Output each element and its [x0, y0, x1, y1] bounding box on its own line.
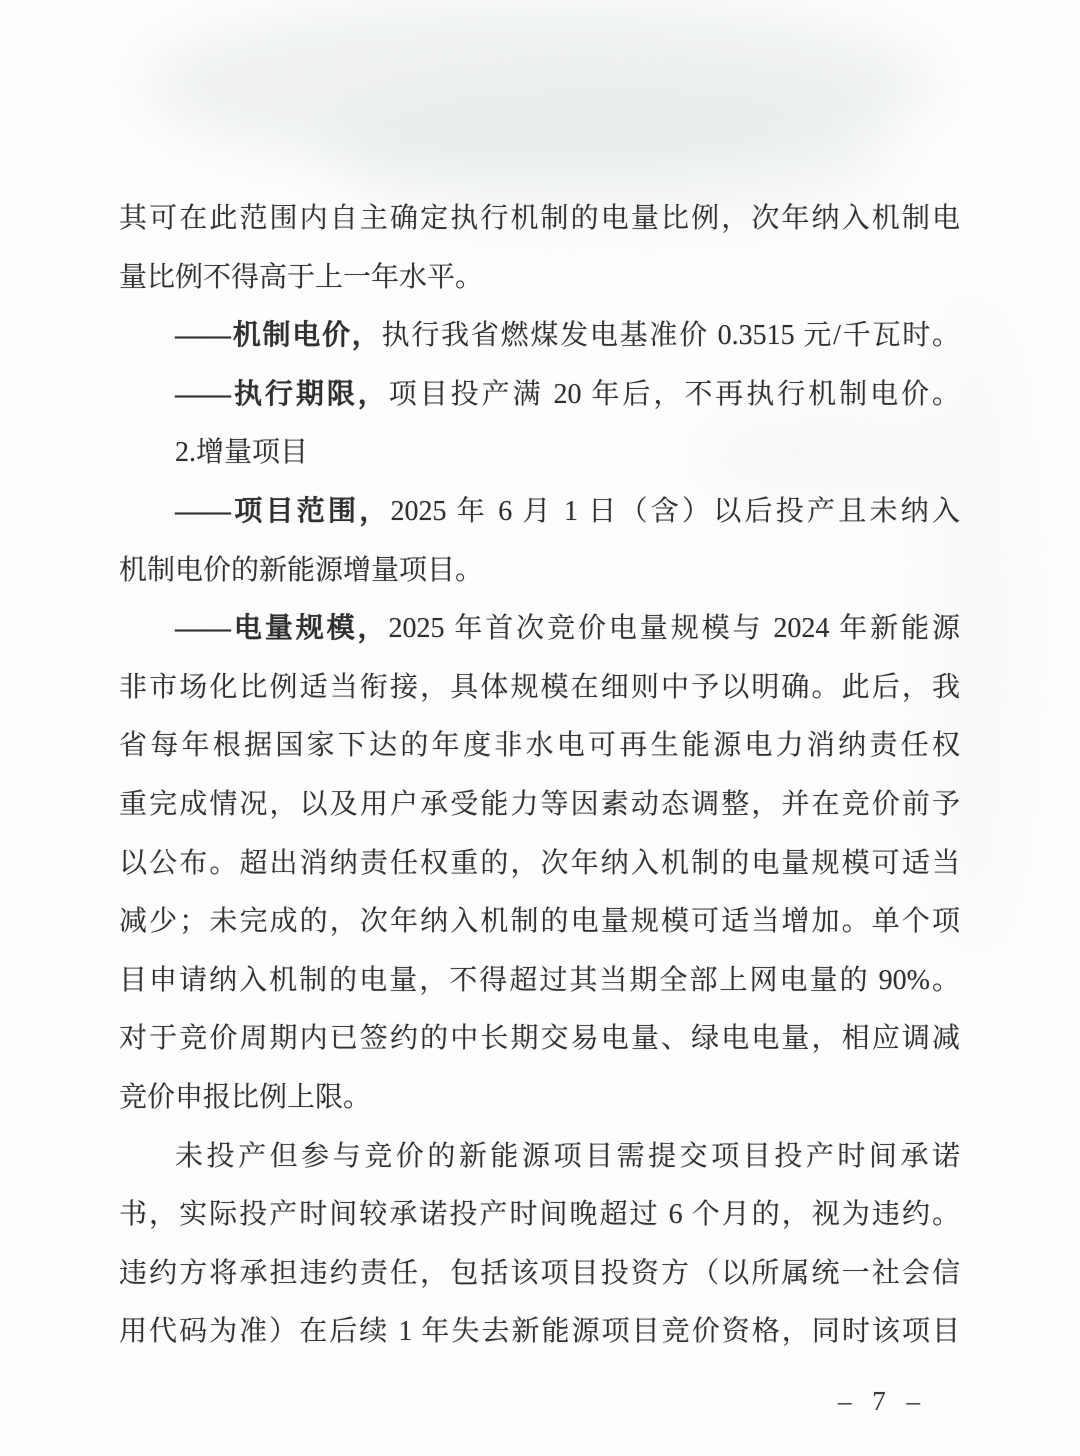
text-line	[119, 307, 960, 366]
text-line	[119, 542, 960, 601]
text-line	[119, 893, 960, 952]
line-text: 以公布。超出消纳责任权重的，次年纳入机制的电量规模可适当	[119, 847, 960, 879]
line-text: 用代码为准）在后续 1 年失去新能源项目竞价资格，同时该项目	[119, 1316, 960, 1348]
line-text: 2025 年首次竞价电量规模与 2024 年新能源	[388, 613, 960, 645]
text-line	[119, 366, 960, 425]
line-text: 其可在此范围内自主确定执行机制的电量比例，次年纳入机制电	[119, 203, 960, 234]
emphasis-term: ——项目范围，	[175, 495, 391, 527]
line-text: 重完成情况，以及用户承受能力等因素动态调整，并在竞价前予	[119, 788, 960, 820]
line-text: 未投产但参与竞价的新能源项目需提交项目投产时间承诺	[175, 1140, 960, 1172]
text-line	[119, 1128, 960, 1187]
line-text: 非市场化比例适当衔接，具体规模在细则中予以明确。此后，我	[119, 671, 960, 703]
text-line	[119, 1303, 960, 1362]
text-line	[119, 776, 960, 835]
line-text: 项目投产满 20 年后，不再执行机制电价。	[388, 378, 960, 410]
text-line	[119, 1010, 960, 1069]
line-text: 竞价申报比例上限。	[119, 1081, 372, 1113]
text-line	[119, 1069, 960, 1128]
line-text: 书，实际投产时间较承诺投产时间晚超过 6 个月的，视为违约。	[119, 1199, 960, 1231]
line-text: 减少；未完成的，次年纳入机制的电量规模可适当增加。单个项	[119, 906, 960, 938]
text-line	[119, 659, 960, 718]
emphasis-term: ——电量规模，	[175, 613, 389, 645]
text-line	[119, 1245, 960, 1304]
line-text: 对于竞价周期内已签约的中长期交易电量、绿电电量，相应调减	[119, 1023, 960, 1055]
line-text: 省每年根据国家下达的年度非水电可再生能源电力消纳责任权	[119, 730, 960, 762]
line-text: 执行我省燃煤发电基准价 0.3515 元/千瓦时。	[381, 320, 960, 352]
text-line section-heading	[119, 424, 960, 483]
line-text: 2025 年 6 月 1 日（含）以后投产且未纳入	[390, 495, 960, 527]
line-text: 2.增量项目	[175, 437, 309, 469]
page-number: – 7 –	[838, 1386, 927, 1416]
line-text: 量比例不得高于上一年水平。	[119, 261, 484, 293]
line-text: 目申请纳入机制的电量，不得超过其当期全部上网电量的 90%。	[119, 964, 960, 996]
emphasis-term: ——机制电价，	[175, 320, 382, 352]
scan-artifact	[150, 5, 930, 165]
text-line	[119, 249, 960, 308]
line-text: 违约方将承担违约责任，包括该项目投资方（以所属统一社会信	[119, 1257, 960, 1289]
text-line	[119, 952, 960, 1011]
text-line	[119, 190, 960, 249]
emphasis-term: ——执行期限，	[175, 378, 389, 410]
text-line	[119, 483, 960, 542]
text-line	[119, 835, 960, 894]
text-line	[119, 1186, 960, 1245]
text-line	[119, 600, 960, 659]
text-line	[119, 717, 960, 776]
document-body	[119, 190, 960, 1362]
line-text: 机制电价的新能源增量项目。	[119, 554, 484, 586]
